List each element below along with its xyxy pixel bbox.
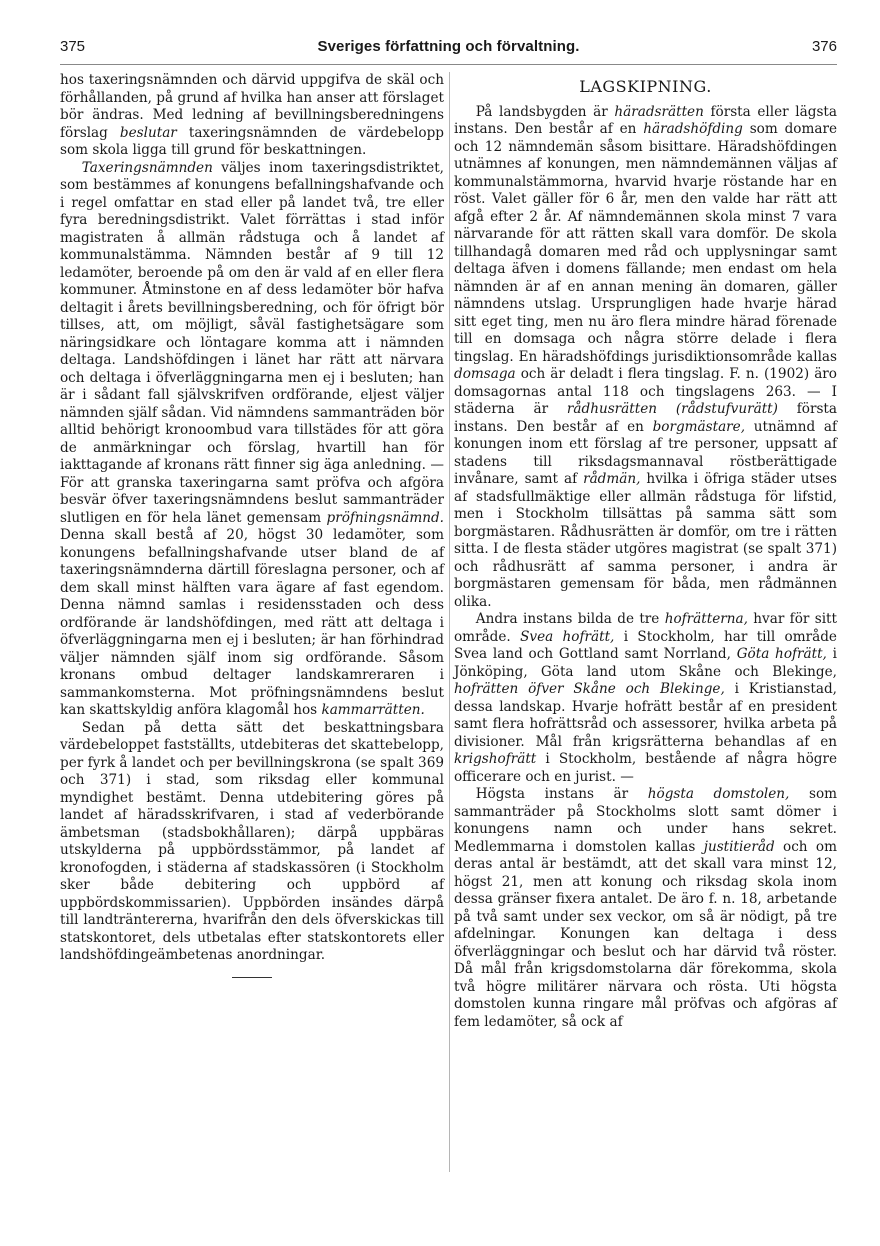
right-paragraph-3: [454, 786, 837, 1031]
text-run: hos taxeringsnämnden och därvid uppgifva de skäl och förhållanden, på grund af hvilka han anser att förslaget bör ändras. Med ledning af bevillningsberedningens förslag: [60, 72, 444, 141]
italic-term: Taxeringsnämnden: [81, 159, 213, 176]
text-run: som domare och 12 nämndemän såsom bisittare. Häradshöfdingen utnämnes af konungen, men nämndemännen väljas af kommunalstämmorna, hvarvid hvarje röstande har en röst. Valet gäller för 6 år, men den valde har rätt att afgå efter 2 år. Af nämndemännen skola minst 7 vara närvarande för att rätten skall vara domför. De skola tillhandagå domaren med råd och upplysningar samt deltaga äfven i domens fällande; men endast om hela nämnden är af en annan mening än domaren, gäller nämndens utslag. Ursprungligen hade hvarje härad sitt eget ting, men nu äro flera mindre härad förenade till en domsaga och några större delade i flera tingslag. En häradshöfdings jurisdiktionsområde kallas: [454, 121, 837, 365]
text-run: första instans. Den består af en: [454, 401, 837, 435]
text-run: Denna skall bestå af 20, högst 30 ledamöter, som konungens befallningshafvande utser bland de af taxeringsnämnderna därtill föreslagna personer, och af dem skall minst hälften vara ägare af fast egendom. Denna nämnd samlas i residensstaden och dess ordförande är landshöfdingen, med rätt att deltaga i öfverläggningarna men ej i besluten; är han förhindrad väljer nämnden själf inom sig ordförande. Såsom kronans ombud deltager landskamreraren i sammankomsterna. Mot pröfningsnämndens beslut kan skattskyldig anföra klagomål hos: [60, 527, 444, 718]
right-column: [454, 72, 837, 1031]
italic-term: domsaga: [454, 366, 516, 382]
text-run: Andra instans bilda de tre: [475, 611, 665, 627]
italic-term: kammarrätten.: [321, 702, 425, 718]
text-run: utnämnd af konungen inom ett förslag af tre personer, uppsatt af stadens till riksdagsmannaval röstberättigade invånare, samt af: [454, 418, 837, 487]
text-run: i Jönköping, Göta land utom Skåne och Blekinge,: [454, 646, 837, 680]
header-rule: [60, 64, 837, 65]
page-number-left: 375: [60, 38, 86, 55]
text-run: taxeringsnämnden de värdebelopp som skola ligga till grund för beskattningen.: [60, 124, 444, 158]
page-number-right: 376: [811, 38, 837, 55]
text-run: i Stockholm, har till område Svea land och Gottland samt Norrland,: [454, 628, 837, 662]
italic-term: häradsrätten: [614, 103, 704, 120]
running-head: [60, 38, 837, 60]
left-column: [60, 72, 444, 978]
italic-term: justitieråd: [703, 838, 775, 855]
italic-term: högsta domstolen,: [647, 786, 790, 802]
left-paragraph-1: [60, 72, 444, 160]
text-run: hvar för sitt område.: [454, 611, 837, 645]
end-rule: [232, 977, 272, 978]
italic-term: krigshofrätt: [454, 751, 537, 767]
text-run: hvilka i öfriga städer utses af stadsfullmäktige eller allmän rådstuga för lifstid, men i Stockholm tillsättas på samma sätt som borgmästaren. Rådhusrätten är domför, om tre i rätten sitta. I de flesta städer utgöres magistrat (se spalt 371) och rådhusrätt af samma personer, i andra är borgmästaren gemensam för båda, men rådmännen olika.: [454, 471, 837, 610]
italic-term: beslutar: [119, 124, 177, 141]
page-title: Sveriges författning och förvaltning.: [317, 38, 580, 55]
left-paragraph-2: [60, 160, 444, 720]
right-paragraph-2: [454, 611, 837, 786]
text-run: Sedan på detta sätt det beskattningsbara värdebeloppet fastställts, utdebiteras det skattebelopp, per fyrk å landet och per bevillningskrona (se spalt 369 och 371) i stad, som riksdag eller kommunal myndighet bestämt. Denna utdebitering göres på landet af häradsskrifvaren, i stad af vederbörande ämbetsman (stadsbokhållaren); därpå uppbäras utskylderna på uppbördsstämmor, på landet af kronofogden, i städerna af stadskassören (i Stockholm sker både debitering och uppbörd af uppbördskommissarien). Uppbörden insändes därpå till landträntererna, hvarifrån den dels öfverskickas till statskontoret, dels utbetalas efter statskontorets eller landshöfdingeämbetenas anordningar.: [60, 719, 444, 963]
text-run: och är deladt i flera tingslag. F. n. (1902) äro domsagornas antal 118 och tingslagens 263. — I städerna är: [454, 366, 837, 417]
italic-term: hofrätten öfver Skåne och Blekinge,: [454, 681, 725, 697]
column-divider: [449, 72, 450, 1172]
left-paragraph-3: [60, 720, 444, 965]
italic-term: rådhusrätten (rådstufvurätt): [566, 401, 778, 417]
italic-term: borgmästare,: [652, 418, 746, 435]
right-paragraph-1: [454, 104, 837, 612]
italic-term: häradshöfding: [643, 121, 743, 137]
italic-term: rådmän,: [583, 471, 641, 487]
text-run: i Stockholm, bestående af några högre officerare och en jurist. —: [454, 751, 837, 785]
italic-term: Svea hofrätt,: [520, 628, 615, 645]
text-run: och om deras antal är bestämdt, att det skall vara minst 12, högst 21, men att konung och riksdag skola inom dessa gränser fixera antalet. De äro f. n. 18, arbetande på två samt under sex veckor, om så är nödigt, på tre afdelningar. Konungen kan deltaga i dess öfverläggningar och beslut och har därvid två röster. Då mål från krigsdomstolarna där förekomma, skola två högre militärer närvara och rösta. Uti högsta domstolen kunna ringare mål pröfvas och afgöras af fem ledamöter, så ock af: [454, 838, 837, 1030]
italic-term: hofrätterna,: [664, 611, 748, 627]
text-run: väljes inom taxeringsdistriktet, som bestämmes af konungens befallningshafvande och i regel omfattar en stad eller på landet två, tre eller fyra beredningsdistrikt. Valet förrättas i stad inför magistraten å allmän rådstuga och å landet af kommunalstämma. Nämnden består af 9 till 12 ledamöter, beroende på om den är vald af en eller flera kommuner. Åtminstone en af dess ledamöter bör hafva deltagit i årets bevillningsberedning, och för öfrigt bör tillses, att, om möjligt, såväl fastighetsägare som näringsidkare och löntagare komma att i nämnden deltaga. Landshöfdingen i länet har rätt att närvara och deltaga i öfverläggningarna men ej i besluten; han är i sådant fall självskrifven ordförande, eljest väljer nämnden själf sådan. Vid nämndens sammanträden bör alltid behörigt kronoombud vara tillstädes för att göra de anmärkningar och förslag, hvartill han för iakttagande af kronans rätt finner sig äga anledning. — För att granska taxeringarna samt pröfva och afgöra besvär öfver taxeringsnämndens beslut sammanträder slutligen en för hela länet gemensam: [60, 159, 444, 526]
text-run: På landsbygden är: [475, 103, 615, 120]
text-run: som sammanträder på Stockholms slott samt dömer i konungens namn och under hans sekret. Medlemmarna i domstolen kallas: [454, 786, 838, 855]
italic-term: Göta hofrätt,: [736, 646, 827, 662]
text-run: Högsta instans är: [475, 786, 648, 802]
section-heading: LAGSKIPNING.: [579, 77, 712, 96]
italic-term: pröfningsnämnd.: [326, 509, 444, 526]
text-run: i Kristianstad, dessa landskap. Hvarje hofrätt består af en president samt flera hofrättsråd och assessorer, hvilka arbeta på divisioner. Mål från krigsrätterna behandlas af en: [454, 681, 837, 750]
text-run: första eller lägsta instans. Den består af en: [454, 103, 837, 137]
